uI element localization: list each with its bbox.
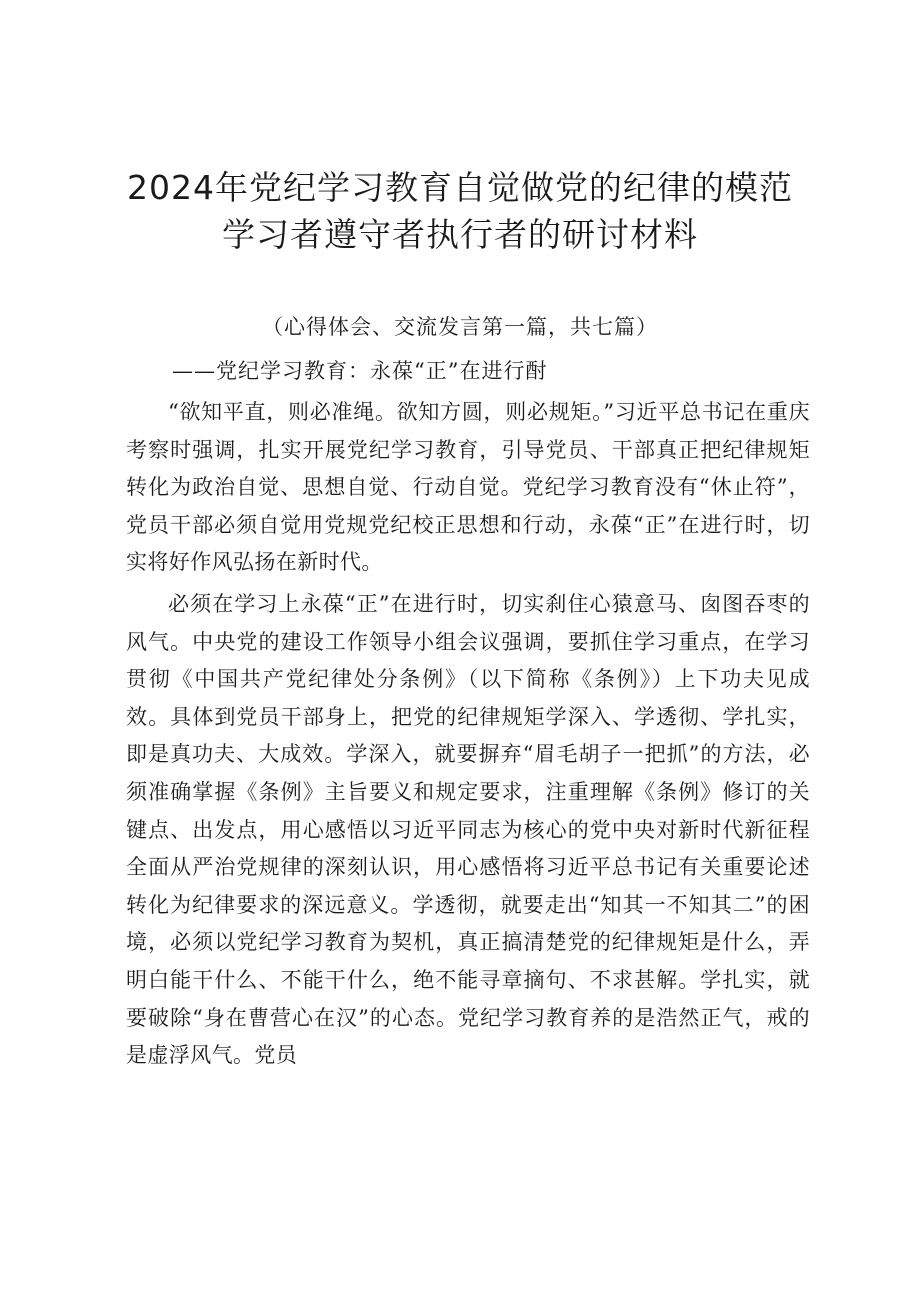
body-paragraph-1: “欲知平直，则必准绳。欲知方圆，则必规矩。”习近平总书记在重庆考察时强调，扎实开展党纪学习教育，引导党员、干部真正把纪律规矩转化为政治自觉、思想自觉、行动自觉。党纪学习教育没有“休止符”，党员干部必须自觉用党规党纪校正思想和行动，永葆“正”在进行时，切实将好作风弘扬在新时代。 xyxy=(126,400,810,575)
body-paragraph-2: 必须在学习上永葆“正”在进行时，切实刹住心猿意马、囱图吞枣的风气。中央党的建设工作领导小组会议强调，要抓住学习重点，在学习贯彻《中国共产党纪律处分条例》（以下简称《条例》）上下功夫见成效。具体到党员干部身上，把党的纪律规矩学深入、学透彻、学扎实，即是真功夫、大成效。学深入，就要摒弃“眉毛胡子一把抓”的方法，必须准确掌握《条例》主旨要义和规定要求，注重理解《条例》修订的关键点、出发点，用心感悟以习近平同志为核心的党中央对新时代新征程全面从严治党规律的深刻认识，用心感悟将习近平总书记有关重要论述转化为纪律要求的深远意义。学透彻，就要走出“知其一不知其二”的困境，必须以党纪学习教育为契机，真正搞清楚党的纪律规矩是什么，弄明白能干什么、不能干什么，绝不能寻章摘句、不求甚解。学扎实，就要破除“身在曹营心在汉”的心态。党纪学习教育养的是浩然正气，戒的是虚浮风气。党员 xyxy=(126,591,810,1068)
document-title-line1: 2024年党纪学习教育自觉做党的纪律的模范 xyxy=(127,168,793,207)
document-body xyxy=(126,394,810,1075)
document-title-line2: 学习者遵守者执行者的研讨材料 xyxy=(222,215,698,254)
document-subtitle: （心得体会、交流发言第一篇，共七篇） xyxy=(262,315,658,339)
document-tagline: ——党纪学习教育：永葆“正”在进行酎 xyxy=(172,359,548,383)
